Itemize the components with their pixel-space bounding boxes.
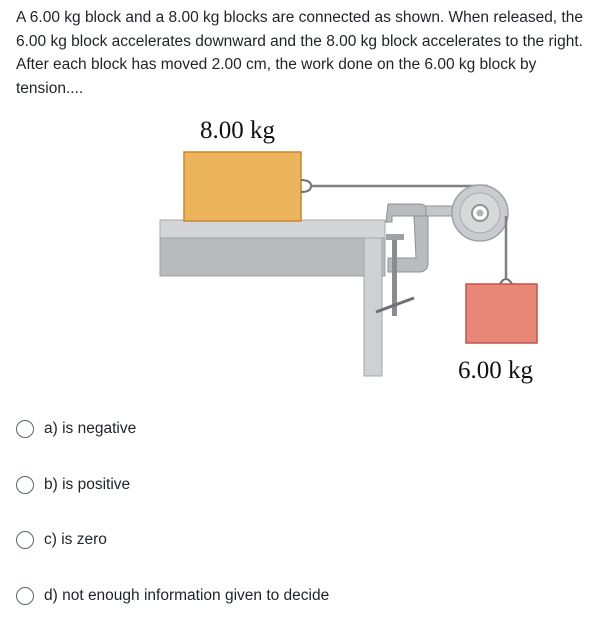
radio-button-c[interactable] <box>16 531 34 549</box>
option-c[interactable] <box>16 523 576 557</box>
top-block <box>184 152 301 221</box>
option-d[interactable] <box>16 579 576 613</box>
pulley-axle-center <box>477 210 484 217</box>
pulley-diagram <box>150 112 560 384</box>
option-d-label: d) not enough information given to decide <box>44 586 330 604</box>
block-hook <box>301 180 311 192</box>
radio-button-b[interactable] <box>16 476 34 494</box>
answer-options <box>16 412 576 634</box>
option-c-label: c) is zero <box>44 531 107 548</box>
radio-button-d[interactable] <box>16 587 34 605</box>
option-b[interactable] <box>16 468 576 502</box>
option-a-label: a) is negative <box>44 420 137 437</box>
table-top <box>160 220 385 238</box>
table-body <box>160 238 385 276</box>
option-b-label: b) is positive <box>44 475 131 493</box>
radio-button-a[interactable] <box>16 420 34 438</box>
hanging-block <box>466 284 537 343</box>
clamp-pad <box>386 234 404 240</box>
hanging-block-label: 6.00 kg <box>458 357 533 384</box>
option-a[interactable] <box>16 412 576 446</box>
top-block-label: 8.00 kg <box>200 117 275 144</box>
question-text: A 6.00 kg block and a 8.00 kg blocks are connected as shown. When released, the 6.00 kg block accelerates downward and the 8.00 kg block accelerates to the right. After each block has moved 2.00 cm, the work done on the 6.00 kg block by tension.... <box>16 9 583 97</box>
table-leg <box>364 238 382 376</box>
